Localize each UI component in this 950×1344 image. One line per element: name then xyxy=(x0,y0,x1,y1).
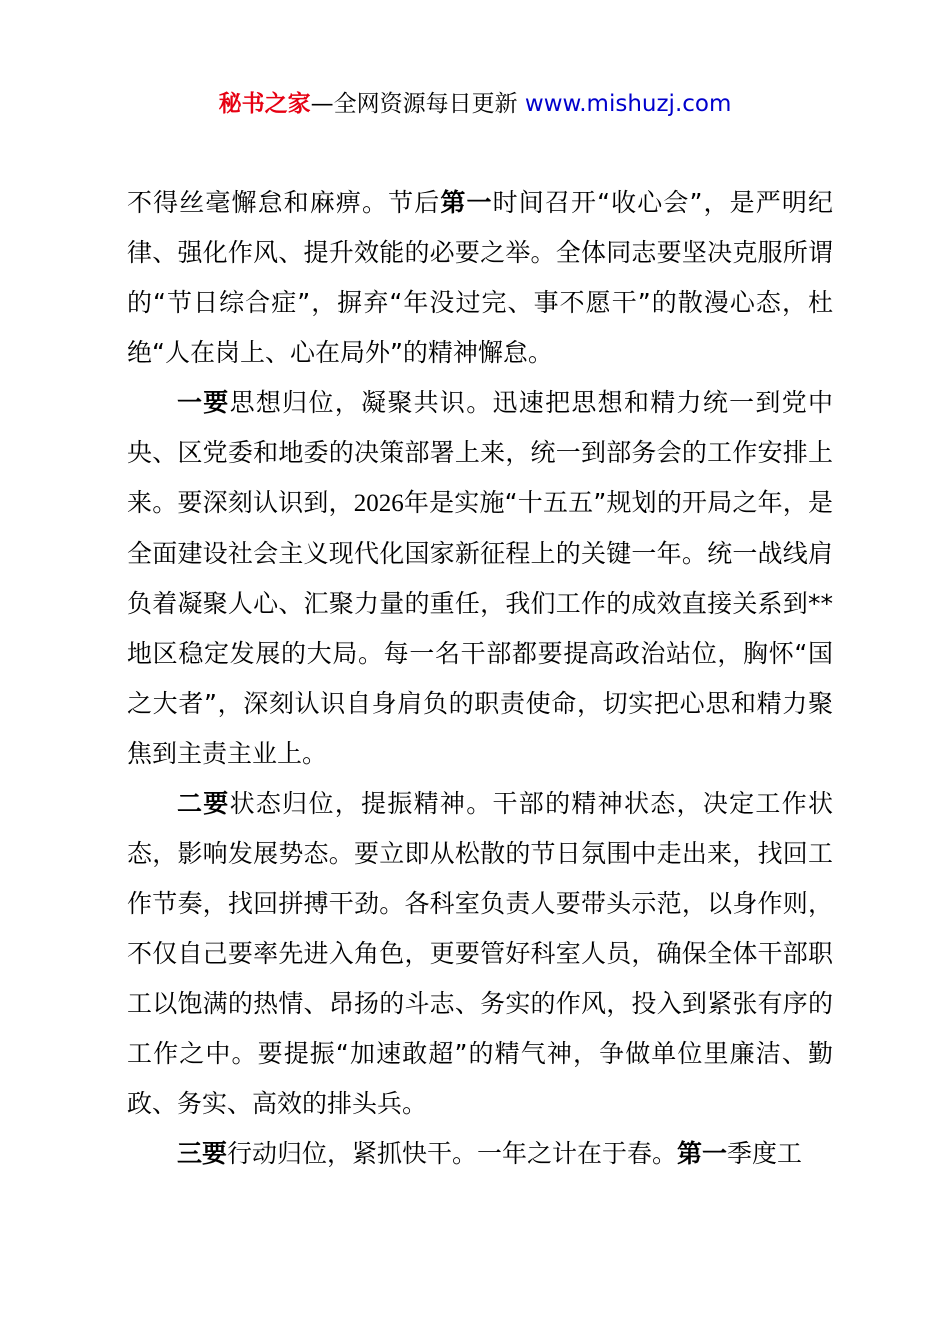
point-1-lead: 一要 xyxy=(177,388,230,417)
paragraph-intro xyxy=(127,178,833,378)
brand-name: 秘书之家 xyxy=(218,91,311,117)
site-url-link[interactable]: www.mishuzj.com xyxy=(524,91,732,117)
point-3-text-b: 季度工 xyxy=(727,1139,803,1168)
paragraph-point-2 xyxy=(127,779,833,1129)
point-1-text-a: 思想归位，凝聚共识。迅速把思想和精力统一到党中央、区党委和地委的决策部署上来，统一到部务会的工作安排上来。要深刻认识到， xyxy=(127,388,833,517)
paragraph-point-1 xyxy=(127,378,833,779)
point-1-text-b: 年是实施“十五五”规划的开局之年，是全面建设社会主义现代化国家新征程上的关键一年。统一战线肩负着凝聚人心、汇聚力量的重任，我们工作的成效直接关系到**地区稳定发展的大局。每一名干部都要提高政治站位，胸怀“国之大者”，深刻认识自身肩负的职责使命，切实把心思和精力聚焦到主责主业上。 xyxy=(127,488,833,768)
intro-text-a: 不得丝毫懈怠和麻痹。节后 xyxy=(127,188,441,217)
point-1-year: 2026 xyxy=(353,490,404,517)
point-3-text-a: 行动归位，紧抓快干。一年之计在于春。 xyxy=(227,1139,678,1168)
point-2-lead: 二要 xyxy=(177,789,230,818)
intro-text-b: 时间召开“收心会”，是严明纪律、强化作风、提升效能的必要之举。全体同志要坚决克服所谓的“节日综合症”，摒弃“年没过完、事不愿干”的散漫心态，杜绝“人在岗上、心在局外”的精神懈怠。 xyxy=(127,188,833,367)
document-body xyxy=(127,178,833,1179)
intro-bold-first: 第一 xyxy=(440,188,493,217)
point-3-bold-first: 第一 xyxy=(677,1139,728,1168)
site-header xyxy=(0,86,950,122)
point-3-lead: 三要 xyxy=(177,1139,228,1168)
header-tagline: —全网资源每日更新 xyxy=(310,91,518,117)
paragraph-point-3 xyxy=(127,1129,833,1179)
point-2-text: 状态归位，提振精神。干部的精神状态，决定工作状态，影响发展势态。要立即从松散的节日氛围中走出来，找回工作节奏，找回拼搏干劲。各科室负责人要带头示范，以身作则，不仅自己要率先进入角色，更要管好科室人员，确保全体干部职工以饱满的热情、昂扬的斗志、务实的作风，投入到紧张有序的工作之中。要提振“加速敢超”的精气神，争做单位里廉洁、勤政、务实、高效的排头兵。 xyxy=(127,789,833,1118)
